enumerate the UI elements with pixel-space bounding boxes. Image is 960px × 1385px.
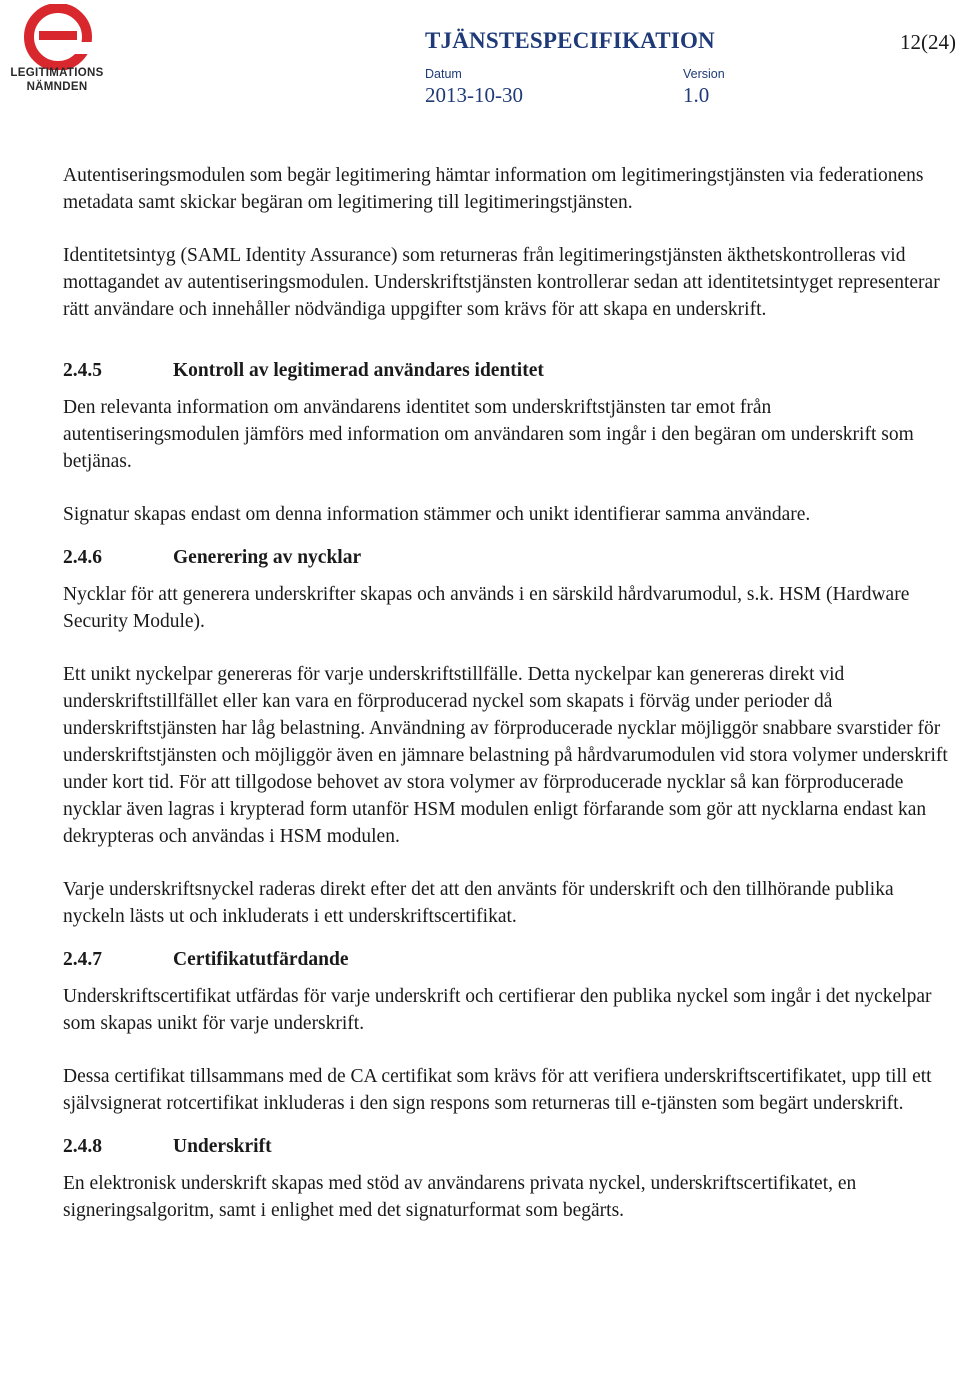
paragraph: Dessa certifikat tillsammans med de CA certifikat som krävs för att verifiera underskriftscertifikatet, upp till ett självsignerat rotcertifikat inkluderas i den sign respons som returneras till e-tjänsten som begärt underskrift. — [63, 1066, 932, 1114]
page-number: 12(24) — [900, 30, 956, 54]
section-number: 2.4.5 — [63, 360, 102, 381]
paragraph: En elektronisk underskrift skapas med stöd av användarens privata nyckel, underskriftscertifikatet, en signeringsalgoritm, samt i enlighet med det signaturformat som begärts. — [63, 1173, 857, 1221]
section-heading-2-4-5 — [63, 357, 948, 384]
paragraph: Underskriftscertifikat utfärdas för varje underskrift och certifierar den publika nyckel som ingår i det nyckelpar som skapas unikt för varje underskrift. — [63, 986, 932, 1034]
document-body — [63, 162, 948, 1250]
section-title: Underskrift — [173, 1136, 272, 1157]
paragraph: Identitetsintyg (SAML Identity Assurance) som returneras från legitimeringstjänsten äkthetskontrolleras vid mottagandet av autentiseringsmodulen. Underskriftstjänsten kontrollerar sedan att identitetsintyget representerar rätt användare och innehåller nödvändiga uppgifter som krävs för att skapa en underskrift. — [63, 245, 940, 320]
paragraph: Signatur skapas endast om denna information stämmer och unikt identifierar samma användare. — [63, 504, 811, 525]
paragraph: Autentiseringsmodulen som begär legitimering hämtar information om legitimeringstjänsten via federationens metadata samt skickar begäran om legitimering till legitimeringstjänsten. — [63, 165, 924, 213]
paragraph: Varje underskriftsnyckel raderas direkt efter det att den använts för underskrift och den tillhörande publika nyckeln lästs ut och inkluderats i ett underskriftscertifikat. — [63, 879, 894, 927]
date-label: Datum — [425, 67, 462, 81]
section-number: 2.4.8 — [63, 1136, 102, 1157]
section-heading-2-4-7 — [63, 946, 948, 973]
version-value: 1.0 — [683, 83, 710, 107]
section-title: Generering av nycklar — [173, 547, 362, 568]
logo-text-line1: LEGITIMATIONS — [10, 67, 104, 79]
document-title: TJÄNSTESPECIFIKATION — [425, 28, 715, 53]
logo-text-line2: NÄMNDEN — [26, 81, 88, 93]
section-title: Certifikatutfärdande — [173, 949, 349, 970]
section-number: 2.4.7 — [63, 949, 102, 970]
e-logo-icon — [2, 4, 114, 70]
section-title: Kontroll av legitimerad användares identitet — [173, 360, 544, 381]
paragraph: Den relevanta information om användarens identitet som underskriftstjänsten tar emot från autentiseringsmodulen jämförs med information om användaren som ingår i den begäran om underskrift som betjänas. — [63, 397, 914, 472]
version-label: Version — [683, 67, 725, 81]
section-heading-2-4-6 — [63, 544, 948, 571]
date-value: 2013-10-30 — [425, 83, 523, 107]
paragraph: Nycklar för att generera underskrifter skapas och används i en särskild hårdvarumodul, s.k. HSM (Hardware Security Module). — [63, 584, 910, 632]
section-heading-2-4-8 — [63, 1133, 948, 1160]
paragraph: Ett unikt nyckelpar genereras för varje underskriftstillfälle. Detta nyckelpar kan genereras direkt vid underskriftstillfället eller kan vara en förproducerad nyckel som skapats i förväg under perioder då underskriftstjänsten har låg belastning. Användning av förproducerade nycklar möjliggör snabbare svarstider för underskriftstjänsten och möjliggör även en jämnare belastning på hårdvarumodulen vid stora volymer underskrift under kort tid. För att tillgodose behovet av stora volymer av förproducerade nycklar så kan förproducerade nycklar även lagras i krypterad form utanför HSM modulen enligt förfarande som gör att nycklarna endast kan dekrypteras och användas i HSM modulen. — [63, 664, 948, 847]
section-number: 2.4.6 — [63, 547, 102, 568]
